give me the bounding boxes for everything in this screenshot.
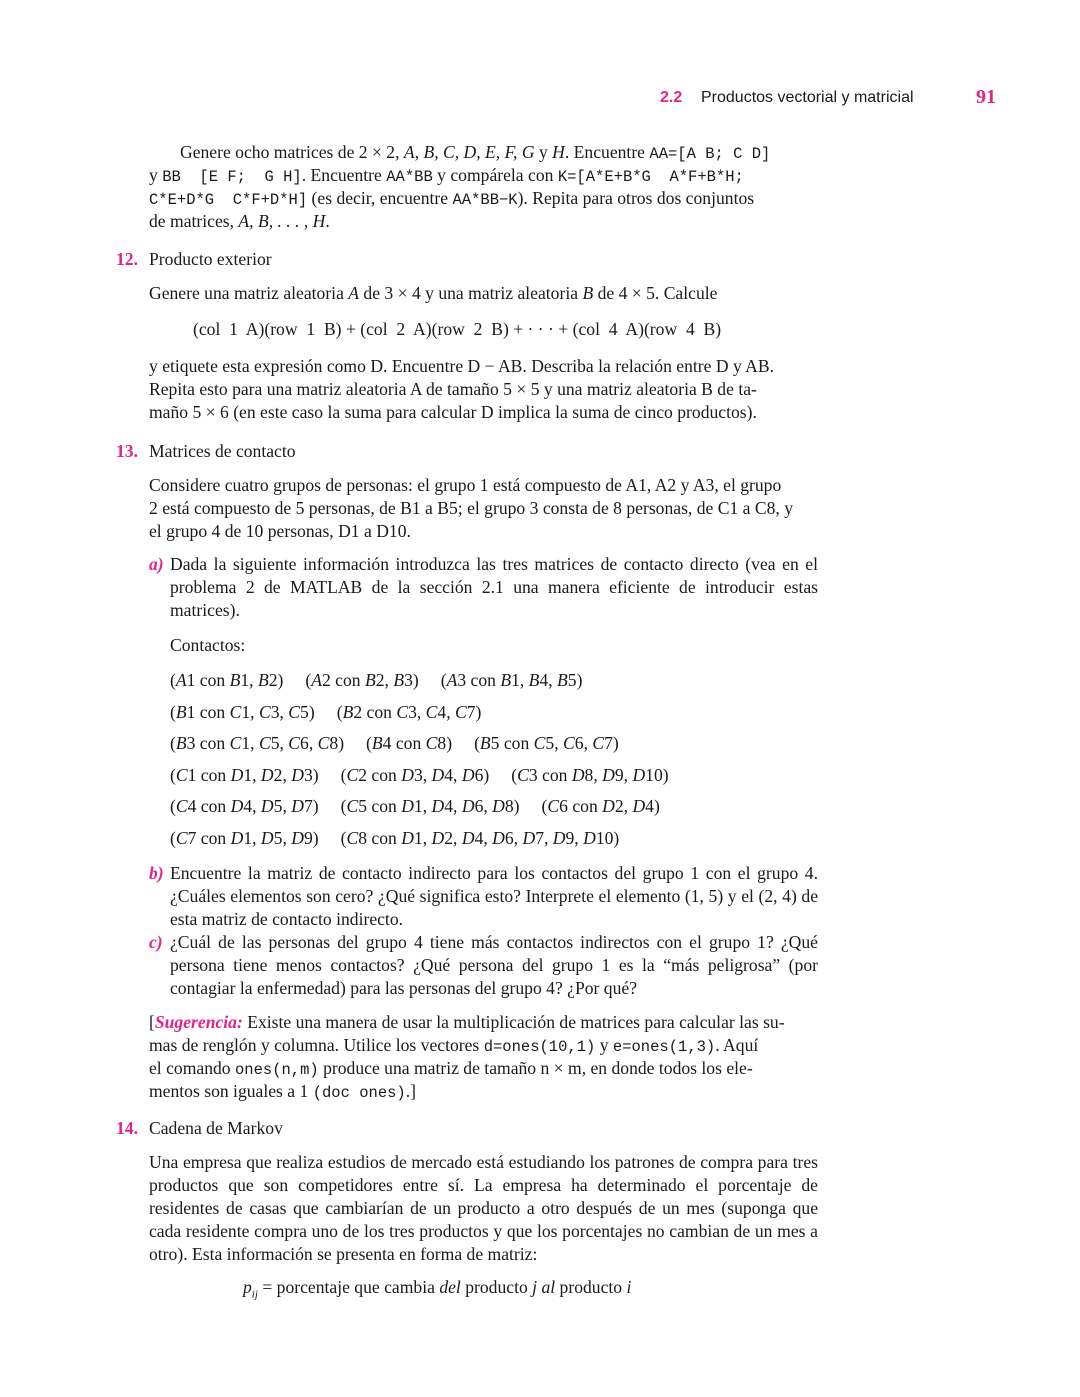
contact-item: (C2 con D3, D4, D6): [340, 764, 490, 785]
problem-12-line-3: Repita esto para una matriz aleatoria A de tamaño 5 × 5 y una matriz aleatoria B de ta-: [149, 379, 757, 399]
problem-12-title: Producto exterior: [149, 249, 272, 269]
contact-item: (C4 con D4, D5, D7): [170, 796, 319, 817]
problem-12-formula: (col 1 A)(row 1 B) + (col 2 A)(row 2 B) + · · · + (col 4 A)(row 4 B): [193, 319, 722, 339]
contact-item: (B1 con C1, C3, C5): [170, 701, 315, 722]
problem-12-line-4: maño 5 × 6 (en este caso la suma para calcular D implica la suma de cinco productos).: [149, 402, 757, 422]
problem-14-text: Una empresa que realiza estudios de mercado está estudiando los patrones de compra para tres productos que son competidores entre sí. La empresa ha determinado el porcentaje de residentes de casas que cambiarían de un producto a otro después de un mes (suponga que cada residente compra uno de los tres productos y que los porcentajes no cambian de un mes a otro). Esta información se presenta en forma de matriz:: [149, 1152, 818, 1264]
intro-line-4: de matrices, A, B, . . . , H.: [149, 211, 330, 231]
intro-line-1: Genere ocho matrices de 2 × 2, A, B, C, D, E, F, G y H. Encuentre AA=[A B; C D]: [180, 142, 771, 163]
contacts-label: Contactos:: [170, 635, 246, 655]
problem-14-title: Cadena de Markov: [149, 1118, 283, 1138]
contact-item: (C3 con D8, D9, D10): [511, 764, 669, 785]
problem-12-line-1: Genere una matriz aleatoria A de 3 × 4 y una matriz aleatoria B de 4 × 5. Calcule: [149, 283, 718, 303]
problem-13-number: 13.: [116, 441, 138, 461]
contact-row: [170, 795, 682, 818]
problem-13-intro-3: el grupo 4 de 10 personas, D1 a D10.: [149, 521, 411, 541]
intro-line-2: y BB [E F; G H]. Encuentre AA*BB y compárela con K=[A*E+B*G A*F+B*H;: [149, 165, 744, 186]
contact-item: (C1 con D1, D2, D3): [170, 764, 319, 785]
contact-row: [170, 732, 641, 755]
problem-13-title: Matrices de contacto: [149, 441, 296, 461]
contact-item: (B3 con C1, C5, C6, C8): [170, 733, 345, 754]
contact-item: (B5 con C5, C6, C7): [474, 733, 619, 754]
contact-item: (C8 con D1, D2, D4, D6, D7, D9, D10): [340, 828, 620, 848]
hint-label: Sugerencia:: [154, 1012, 243, 1032]
problem-13-intro-2: 2 está compuesto de 5 personas, de B1 a B5; el grupo 3 consta de 8 personas, de C1 a C8, y: [149, 498, 793, 518]
problem-13-part-a: [149, 553, 818, 622]
contact-item: (A1 con B1, B2): [170, 670, 284, 690]
contact-row: [170, 669, 604, 692]
contact-item: (C7 con D1, D5, D9): [170, 828, 319, 848]
contact-item: (A2 con B2, B3): [305, 670, 419, 690]
problem-14-number: 14.: [116, 1118, 138, 1138]
part-c-text: ¿Cuál de las personas del grupo 4 tiene más contactos indirectos con el grupo 1? ¿Qué persona tiene menos contactos? ¿Qué persona del grupo 1 es la “más peligrosa” (por contagiar la enfermedad) para las personas del grupo 4? ¿Por qué?: [170, 932, 818, 998]
problem-13-intro-1: Considere cuatro grupos de personas: el grupo 1 está compuesto de A1, A2 y A3, el grupo: [149, 475, 782, 495]
part-b-label: b): [149, 863, 164, 883]
contact-item: (C5 con D1, D4, D6, D8): [340, 796, 520, 817]
problem-12-number: 12.: [116, 249, 138, 269]
problem-13-part-b: [149, 862, 818, 931]
contact-row: [170, 701, 503, 724]
contact-item: (C6 con D2, D4): [541, 796, 660, 817]
hint-line-3: el comando ones(n,m) produce una matriz de tamaño n × m, en donde todos los ele-: [149, 1058, 753, 1079]
contact-item: (B2 con C3, C4, C7): [336, 701, 482, 722]
markov-equation: $p_{ij}$ = porcentaje que cambia del producto j al producto i: [243, 1277, 632, 1301]
contact-item: (B4 con C8): [366, 733, 453, 754]
part-a-label: a): [149, 554, 164, 574]
section-number: 2.2: [660, 89, 683, 106]
hint-line-1: [Sugerencia: Existe una manera de usar la multiplicación de matrices para calcular las su-: [149, 1012, 785, 1032]
hint-line-2: mas de renglón y columna. Utilice los vectores d=ones(10,1) y e=ones(1,3). Aquí: [149, 1035, 759, 1056]
contact-row: [170, 827, 641, 850]
contact-row: [170, 764, 691, 787]
problem-13-part-c: [149, 931, 818, 1000]
page-number: 91: [976, 86, 996, 108]
contact-item: (A3 con B1, B4, B5): [440, 670, 583, 690]
intro-line-3: C*E+D*G C*F+D*H] (es decir, encuentre AA*BB−K). Repita para otros dos conjuntos: [149, 188, 755, 209]
part-c-label: c): [149, 932, 163, 952]
section-title: Productos vectorial y matricial: [701, 89, 914, 106]
problem-12-line-2: y etiquete esta expresión como D. Encuentre D − AB. Describa la relación entre D y AB.: [149, 356, 775, 376]
hint-line-4: mentos son iguales a 1 (doc ones).]: [149, 1081, 416, 1102]
part-a-text: Dada la siguiente información introduzca las tres matrices de contacto directo (vea en el problema 2 de MATLAB de la sección 2.1 una manera eficiente de introducir estas matrices).: [170, 554, 818, 620]
part-b-text: Encuentre la matriz de contacto indirecto para los contactos del grupo 1 con el grupo 4. ¿Cuáles elementos son cero? ¿Qué significa esto? Interprete el elemento (1, 5) y el (2, 4) de esta matriz de contacto indirecto.: [170, 863, 818, 929]
